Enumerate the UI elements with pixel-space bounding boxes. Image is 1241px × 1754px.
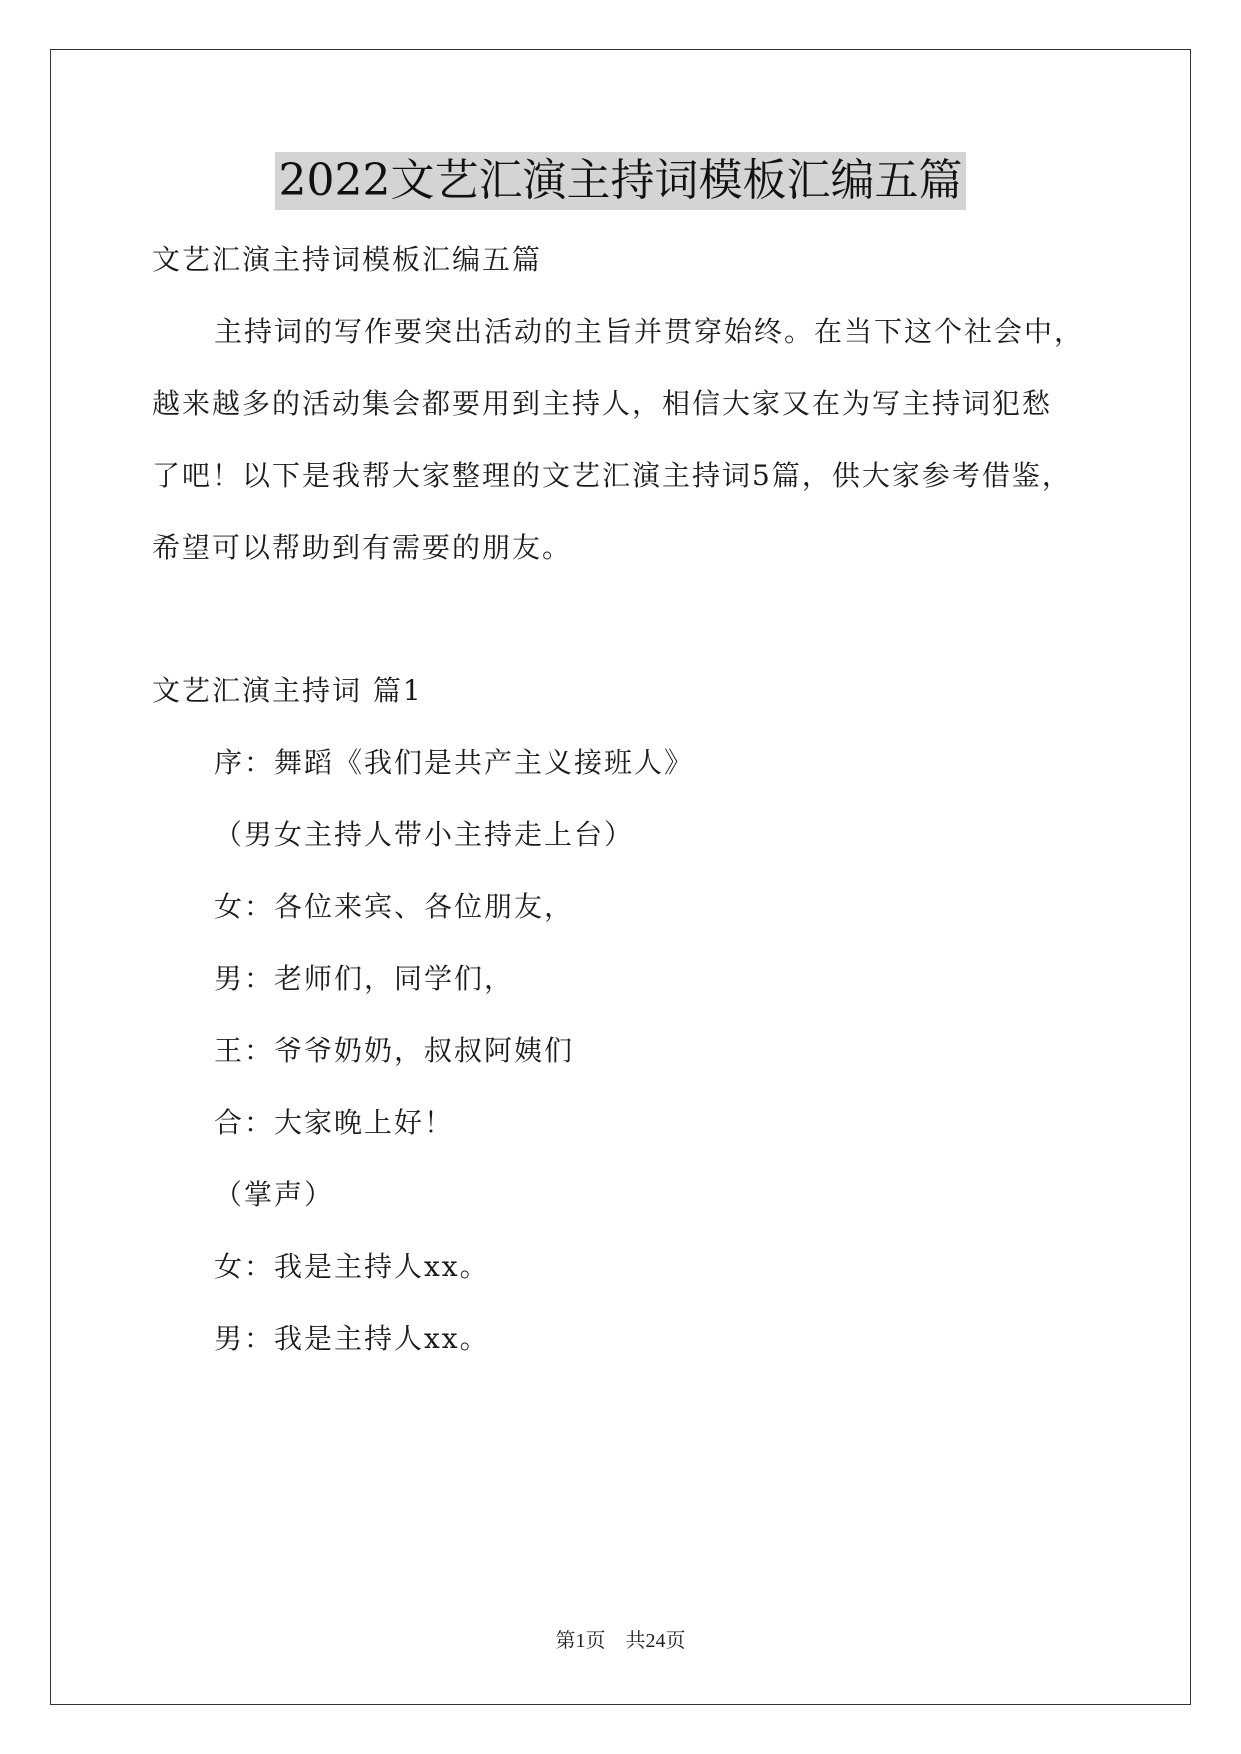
script-line: 男：我是主持人xx。 (214, 1322, 490, 1355)
intro-paragraph-line: 越来越多的活动集会都要用到主持人，相信大家又在为写主持词犯愁 (152, 387, 1053, 420)
script-line: 合：大家晚上好！ (214, 1106, 455, 1139)
script-line: 王：爷爷奶奶，叔叔阿姨们 (214, 1034, 575, 1067)
page-footer (0, 1628, 1241, 1654)
title-container (0, 152, 1241, 210)
script-line: 女：我是主持人xx。 (214, 1250, 490, 1283)
script-line: 女：各位来宾、各位朋友， (214, 890, 575, 923)
intro-paragraph-line: 希望可以帮助到有需要的朋友。 (152, 531, 573, 564)
script-line: 序：舞蹈《我们是共产主义接班人》 (214, 746, 695, 779)
total-label-suffix: 页 (665, 1630, 686, 1652)
page-label-prefix: 第 (555, 1630, 576, 1652)
section-heading: 文艺汇演主持词 篇1 (152, 674, 423, 707)
script-line: （男女主持人带小主持走上台） (214, 818, 635, 851)
document-title: 2022文艺汇演主持词模板汇编五篇 (275, 152, 967, 210)
intro-paragraph-line: 了吧！以下是我帮大家整理的文艺汇演主持词5篇，供大家参考借鉴， (152, 459, 1072, 492)
script-line: 男：老师们，同学们， (214, 962, 515, 995)
script-line: （掌声） (214, 1178, 335, 1211)
document-subtitle: 文艺汇演主持词模板汇编五篇 (152, 243, 543, 276)
intro-paragraph-line: 主持词的写作要突出活动的主旨并贯穿始终。在当下这个社会中， (214, 315, 1085, 348)
page-border (50, 49, 1191, 1705)
total-pages: 24 (645, 1630, 666, 1652)
page-label-suffix: 页 (585, 1630, 606, 1652)
total-label-prefix: 共 (625, 1630, 646, 1652)
page-number: 1 (575, 1630, 586, 1652)
